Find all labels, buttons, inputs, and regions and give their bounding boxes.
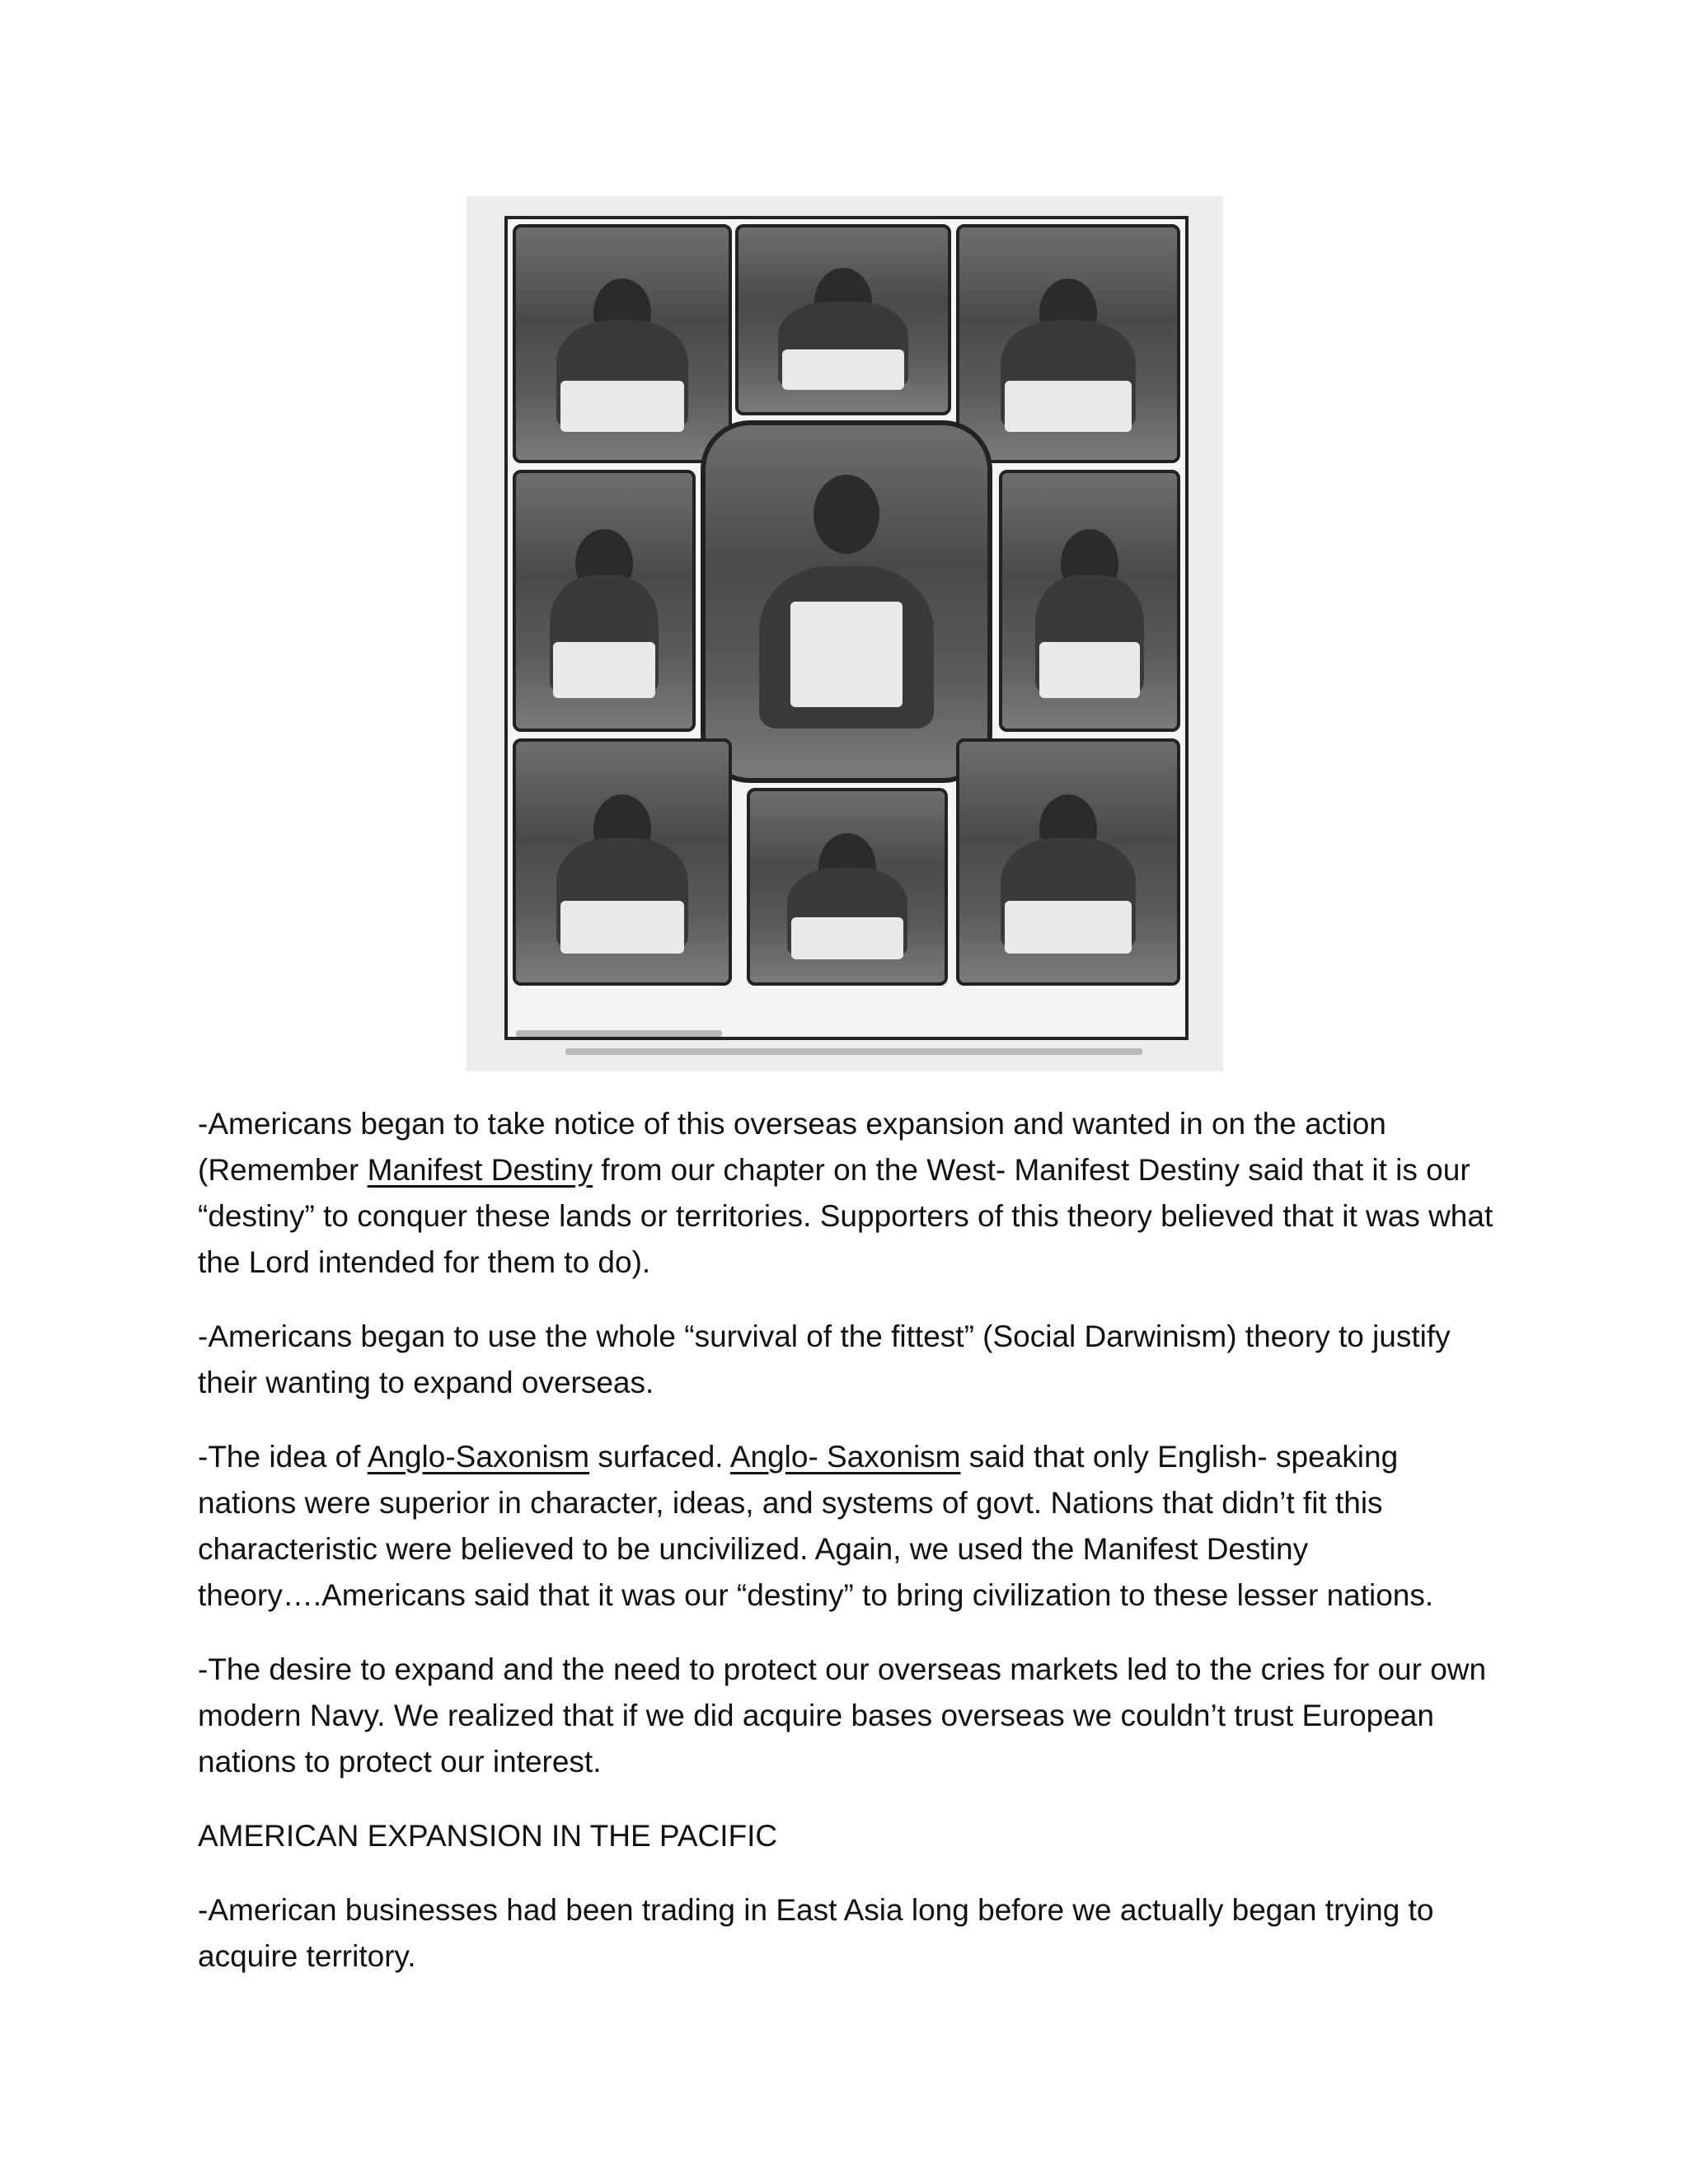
portrait-photo — [747, 788, 948, 986]
paragraph-text: said that only English- speaking nations were superior in character, ideas, and systems of govt. Nations that didn’t fit this characteristic were believed to be uncivilized. Again, we used the Manifest Destiny theory….Americans said that it was our “destiny” to bring civilization to these lesser nations. — [198, 1440, 1434, 1612]
paragraph-text: from our chapter on the West- Manifest Destiny said that it is our “destiny” to conquer these lands or territories. Supporters of this theory believed that it was what the Lord intended for them to do). — [198, 1153, 1493, 1279]
portrait-photo — [956, 738, 1180, 986]
paragraph-text: -Americans began to take notice of this overseas expansion and wanted in on the action (Remember — [198, 1107, 1386, 1187]
photo-caption — [516, 1030, 722, 1037]
section-heading: AMERICAN EXPANSION IN THE PACIFIC — [198, 1819, 778, 1853]
paragraph-modern-navy: -The desire to expand and the need to protect our overseas markets led to the cries for our own modern Navy. We realized that if we did acquire bases overseas we couldn’t trust European nations to protect our interest. — [198, 1652, 1487, 1779]
portrait-photo — [735, 224, 951, 415]
paragraph-manifest-destiny — [198, 1101, 1500, 1286]
portrait-photo-center — [701, 420, 992, 783]
manifest-destiny-term: Manifest Destiny — [367, 1153, 593, 1187]
portrait-photo — [513, 738, 732, 986]
photo-caption — [565, 1048, 1142, 1055]
anglo-saxonism-term-2: Anglo- Saxonism — [729, 1440, 961, 1474]
paragraph-east-asia-trade: -American businesses had been trading in East Asia long before we actually began trying to acquire territory. — [198, 1893, 1434, 1973]
paragraph-anglo-saxonism — [198, 1434, 1500, 1619]
portrait-photo — [513, 224, 732, 463]
collage-frame — [504, 216, 1189, 1040]
portrait-photo — [999, 470, 1180, 732]
anglo-saxonism-term: Anglo-Saxonism — [367, 1440, 590, 1474]
portrait-photo — [513, 470, 696, 732]
paragraph-social-darwinism: -Americans began to use the whole “survival of the fittest” (Social Darwinism) theory to justify their wanting to expand overseas. — [198, 1319, 1451, 1399]
paragraph-text: surfaced. — [589, 1440, 730, 1474]
portrait-photo — [956, 224, 1180, 463]
paragraph-text: -The idea of — [198, 1440, 368, 1474]
photo-collage — [467, 196, 1223, 1071]
